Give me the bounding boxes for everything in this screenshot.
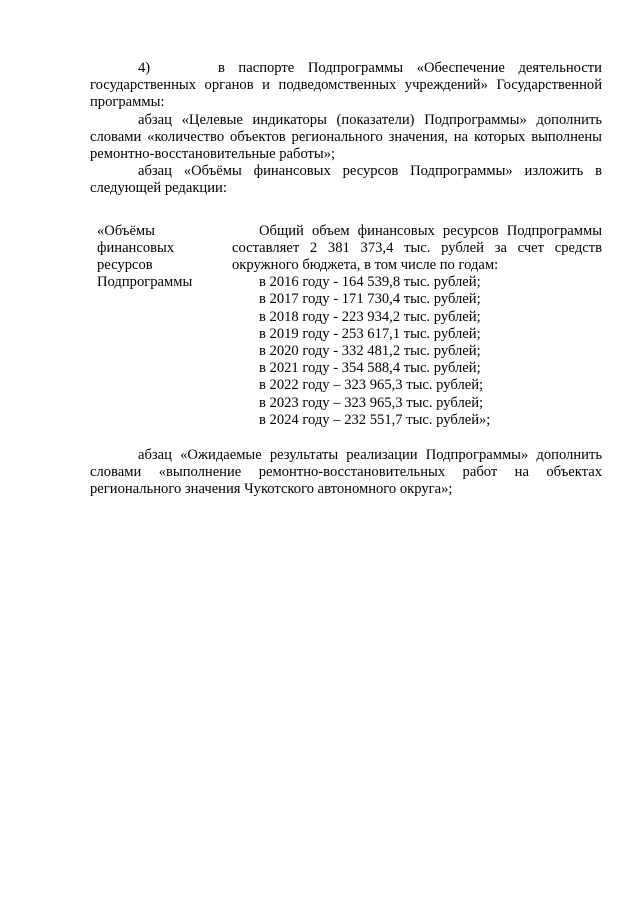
year-funding-line: в 2017 году - 171 730,4 тыс. рублей; [259, 291, 481, 308]
passport-label-line: «Объёмы [97, 222, 155, 239]
passport-label-line: Подпрограммы [97, 274, 193, 291]
document-page [90, 60, 602, 499]
year-funding-line: в 2024 году – 232 551,7 тыс. рублей»; [259, 411, 491, 428]
year-funding-line: в 2021 году - 354 588,4 тыс. рублей; [259, 360, 481, 377]
paragraph-financial-volumes: абзац «Объёмы финансовых ресурсов Подпрограммы» изложить в следующей редакции: [90, 163, 602, 197]
year-funding-line: в 2019 году - 253 617,1 тыс. рублей; [259, 325, 481, 342]
year-funding-line: в 2022 году – 323 965,3 тыс. рублей; [259, 377, 484, 394]
year-funding-line: в 2020 году - 332 481,2 тыс. рублей; [259, 343, 481, 360]
year-funding-line: в 2023 году – 323 965,3 тыс. рублей; [259, 394, 484, 411]
paragraph-target-indicators: абзац «Целевые индикаторы (показатели) Подпрограммы» дополнить словами «количество объектов регионального значения, на которых выполнены ремонтно-восстановительные работы»; [90, 111, 602, 163]
paragraph-item-4-intro: 4) в паспорте Подпрограммы «Обеспечение деятельности государственных органов и подведомственных учреждений» Государственной программы: [90, 60, 602, 111]
year-funding-line: в 2018 году - 223 934,2 тыс. рублей; [259, 308, 481, 325]
passport-total-text: Общий объем финансовых ресурсов Подпрограммы составляет 2 381 373,4 тыс. рублей за счет средств окружного бюджета, в том числе по годам: [232, 222, 602, 274]
passport-label-line: ресурсов [97, 257, 153, 274]
paragraph-expected-results: абзац «Ожидаемые результаты реализации Подпрограммы» дополнить словами «выполнение ремонтно-восстановительных работ на объектах регионального значения Чукотского автономного округа»; [90, 447, 602, 498]
passport-label-line: финансовых [97, 239, 175, 256]
year-funding-line: в 2016 году - 164 539,8 тыс. рублей; [259, 274, 481, 291]
passport-label-cell [90, 223, 232, 429]
spacer [90, 429, 602, 447]
spacer [90, 198, 602, 223]
passport-value-cell [232, 223, 602, 429]
passport-table [90, 223, 602, 429]
